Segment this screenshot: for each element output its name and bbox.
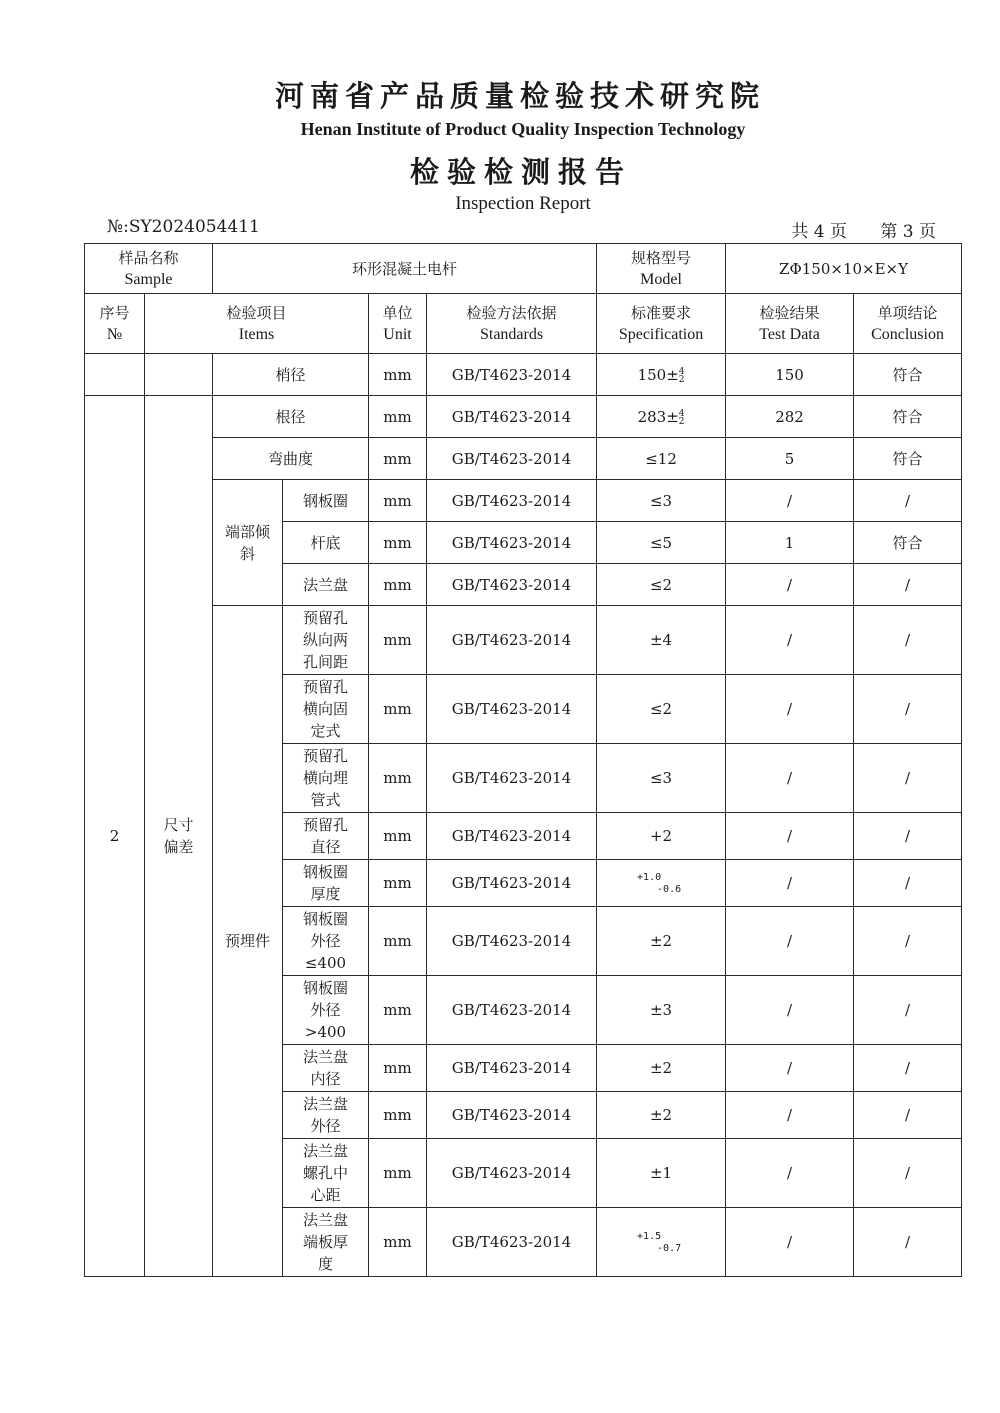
tolerance-lower: -0.6: [657, 884, 682, 895]
subgroup-end-tilt: [213, 480, 283, 606]
category-text: 尺寸偏差: [163, 816, 194, 856]
conclusion-cell: /: [854, 480, 962, 522]
method-cell: GB/T4623-2014: [427, 1045, 597, 1092]
total-pages: 共 4 页: [791, 222, 847, 242]
item-text: 法兰盘内径: [303, 1048, 349, 1088]
col-items-cn: 检验项目: [226, 303, 287, 322]
unit-cell: mm: [369, 813, 427, 860]
result-cell: /: [726, 976, 854, 1045]
result-cell: /: [726, 480, 854, 522]
item-text: 钢板圈外径>400: [303, 979, 349, 1041]
spec-cell: ±4: [597, 606, 726, 675]
spec-cell: ≤5: [597, 522, 726, 564]
spec-cell: ±1: [597, 1139, 726, 1208]
spec-main: 283±: [637, 407, 679, 426]
item-cell: [283, 1208, 369, 1277]
col-method: [427, 294, 597, 354]
institute-name-en: Henan Institute of Product Quality Inspection Technology: [300, 119, 746, 139]
item-cell: [283, 976, 369, 1045]
conclusion-cell: /: [854, 976, 962, 1045]
institute-name-cn: 河南省产品质量检验技术研究院: [274, 79, 765, 113]
spec-cell: [597, 1208, 726, 1277]
col-result-en: Test Data: [759, 325, 820, 343]
tolerance-upper: +1.5: [637, 1231, 662, 1242]
report-number: №:SY2024054411: [107, 217, 260, 237]
spec-cell: ≤2: [597, 564, 726, 606]
item-cell: [283, 907, 369, 976]
tolerance-lower: -0.7: [657, 1243, 682, 1254]
table-row: [85, 606, 962, 675]
model-label-en: Model: [640, 270, 682, 288]
unit-cell: mm: [369, 1139, 427, 1208]
item-cell: 钢板圈: [283, 480, 369, 522]
category-label: [145, 396, 213, 1277]
model-label-cn: 规格型号: [631, 248, 692, 267]
result-cell: /: [726, 744, 854, 813]
col-spec: [597, 294, 726, 354]
spec-cell: [597, 396, 726, 438]
result-cell: /: [726, 813, 854, 860]
conclusion-cell: 符合: [854, 396, 962, 438]
conclusion-cell: /: [854, 860, 962, 907]
table-row: [85, 396, 962, 438]
spec-cell: +2: [597, 813, 726, 860]
unit-cell: mm: [369, 907, 427, 976]
method-cell: GB/T4623-2014: [427, 1092, 597, 1139]
col-unit: [369, 294, 427, 354]
spec-cell: [597, 860, 726, 907]
tolerance-upper: +1.0: [637, 872, 662, 883]
result-cell: /: [726, 907, 854, 976]
col-unit-cn: 单位: [382, 303, 413, 322]
item-cell: [283, 1092, 369, 1139]
table-row: [85, 438, 962, 480]
col-conclusion-en: Conclusion: [871, 325, 944, 343]
seq-cell-empty: [85, 354, 145, 396]
model-value: ZΦ150×10×E×Y: [726, 244, 962, 294]
item-cell: [283, 860, 369, 907]
col-seq: [85, 294, 145, 354]
method-cell: GB/T4623-2014: [427, 564, 597, 606]
report-title-en: Inspection Report: [455, 193, 591, 214]
item-cell: 根径: [213, 396, 369, 438]
conclusion-cell: /: [854, 675, 962, 744]
result-cell: 1: [726, 522, 854, 564]
conclusion-cell: 符合: [854, 438, 962, 480]
col-spec-en: Specification: [618, 325, 704, 343]
method-cell: GB/T4623-2014: [427, 860, 597, 907]
model-label-cell: [597, 244, 726, 294]
unit-cell: mm: [369, 480, 427, 522]
item-cell: 杆底: [283, 522, 369, 564]
spec-cell: ≤3: [597, 744, 726, 813]
item-text: 法兰盘外径: [303, 1095, 349, 1135]
conclusion-cell: /: [854, 744, 962, 813]
result-cell: /: [726, 606, 854, 675]
method-cell: GB/T4623-2014: [427, 744, 597, 813]
method-cell: GB/T4623-2014: [427, 354, 597, 396]
spec-cell: [597, 354, 726, 396]
result-cell: /: [726, 1208, 854, 1277]
unit-cell: mm: [369, 744, 427, 813]
spec-cell: ±3: [597, 976, 726, 1045]
col-result: [726, 294, 854, 354]
unit-cell: mm: [369, 522, 427, 564]
tolerance: [631, 1224, 691, 1254]
method-cell: GB/T4623-2014: [427, 976, 597, 1045]
result-cell: /: [726, 1139, 854, 1208]
spec-cell: ≤2: [597, 675, 726, 744]
result-cell: /: [726, 564, 854, 606]
tolerance: [631, 865, 691, 895]
inspection-table: [84, 243, 962, 1277]
col-seq-en: №: [106, 325, 123, 343]
method-cell: GB/T4623-2014: [427, 1208, 597, 1277]
unit-cell: mm: [369, 438, 427, 480]
method-cell: GB/T4623-2014: [427, 813, 597, 860]
unit-cell: mm: [369, 1045, 427, 1092]
sample-name-value: 环形混凝土电杆: [213, 244, 597, 294]
item-text: 预留孔纵向两孔间距: [303, 609, 349, 671]
item-text: 预留孔横向固定式: [303, 678, 349, 740]
spec-cell: ±2: [597, 1045, 726, 1092]
item-cell: [283, 675, 369, 744]
conclusion-cell: 符合: [854, 354, 962, 396]
method-cell: GB/T4623-2014: [427, 1139, 597, 1208]
col-result-cn: 检验结果: [759, 303, 820, 322]
spec-sup: 4: [678, 408, 685, 419]
method-cell: GB/T4623-2014: [427, 606, 597, 675]
seq-number: 2: [85, 396, 145, 1277]
result-cell: 5: [726, 438, 854, 480]
col-items: [145, 294, 369, 354]
result-cell: /: [726, 1092, 854, 1139]
result-cell: /: [726, 860, 854, 907]
spec-cell: ±2: [597, 907, 726, 976]
conclusion-cell: /: [854, 1208, 962, 1277]
spec-sub: 2: [678, 374, 685, 385]
subgroup-end-tilt-text: 端部倾斜: [225, 522, 271, 563]
item-cell: [283, 813, 369, 860]
spec-main: 150±: [637, 365, 679, 384]
method-cell: GB/T4623-2014: [427, 907, 597, 976]
current-page: 第 3 页: [880, 222, 936, 242]
method-cell: GB/T4623-2014: [427, 480, 597, 522]
unit-cell: mm: [369, 1092, 427, 1139]
result-cell: /: [726, 1045, 854, 1092]
col-spec-cn: 标准要求: [631, 303, 692, 322]
table-row: [85, 480, 962, 522]
conclusion-cell: /: [854, 606, 962, 675]
item-cell: [283, 606, 369, 675]
sample-label-cell: [85, 244, 213, 294]
result-cell: 282: [726, 396, 854, 438]
conclusion-cell: /: [854, 907, 962, 976]
item-text: 钢板圈外径≤400: [303, 910, 349, 972]
unit-cell: mm: [369, 396, 427, 438]
item-text: 预留孔横向埋管式: [303, 747, 349, 809]
item-cell: [283, 1139, 369, 1208]
unit-cell: mm: [369, 675, 427, 744]
method-cell: GB/T4623-2014: [427, 396, 597, 438]
col-conclusion-cn: 单项结论: [877, 303, 938, 322]
spec-sup: 4: [678, 366, 685, 377]
col-method-en: Standards: [479, 325, 544, 343]
spec-cell: ≤12: [597, 438, 726, 480]
item-cell: 法兰盘: [283, 564, 369, 606]
spec-cell: ±2: [597, 1092, 726, 1139]
result-cell: /: [726, 675, 854, 744]
item-text: 法兰盘端板厚度: [303, 1211, 349, 1273]
unit-cell: mm: [369, 564, 427, 606]
spec-sub: 2: [678, 416, 685, 427]
page-indicator: [785, 217, 936, 242]
method-cell: GB/T4623-2014: [427, 522, 597, 564]
col-method-cn: 检验方法依据: [466, 303, 557, 322]
col-unit-en: Unit: [383, 325, 412, 343]
report-title-cn: 检验检测报告: [409, 155, 632, 189]
item-cell: [283, 744, 369, 813]
sample-row: [85, 244, 962, 294]
method-cell: GB/T4623-2014: [427, 438, 597, 480]
result-cell: 150: [726, 354, 854, 396]
subgroup-embedded: 预埋件: [213, 606, 283, 1277]
method-cell: GB/T4623-2014: [427, 675, 597, 744]
conclusion-cell: /: [854, 813, 962, 860]
col-conclusion: [854, 294, 962, 354]
conclusion-cell: /: [854, 1139, 962, 1208]
unit-cell: mm: [369, 1208, 427, 1277]
unit-cell: mm: [369, 976, 427, 1045]
conclusion-cell: /: [854, 1092, 962, 1139]
item-text: 钢板圈厚度: [303, 863, 349, 903]
unit-cell: mm: [369, 354, 427, 396]
item-cell: [283, 1045, 369, 1092]
sample-label-cn: 样品名称: [118, 248, 179, 267]
item-text: 法兰盘螺孔中心距: [303, 1142, 349, 1204]
item-text: 预留孔直径: [303, 816, 349, 856]
col-seq-cn: 序号: [99, 303, 130, 322]
col-items-en: Items: [238, 325, 275, 343]
conclusion-cell: 符合: [854, 522, 962, 564]
conclusion-cell: /: [854, 1045, 962, 1092]
spec-cell: ≤3: [597, 480, 726, 522]
unit-cell: mm: [369, 860, 427, 907]
table-row: [85, 354, 962, 396]
unit-cell: mm: [369, 606, 427, 675]
column-header-row: [85, 294, 962, 354]
category-cell-empty: [145, 354, 213, 396]
sample-label-en: Sample: [124, 270, 173, 288]
item-cell: 弯曲度: [213, 438, 369, 480]
item-cell: 梢径: [213, 354, 369, 396]
conclusion-cell: /: [854, 564, 962, 606]
